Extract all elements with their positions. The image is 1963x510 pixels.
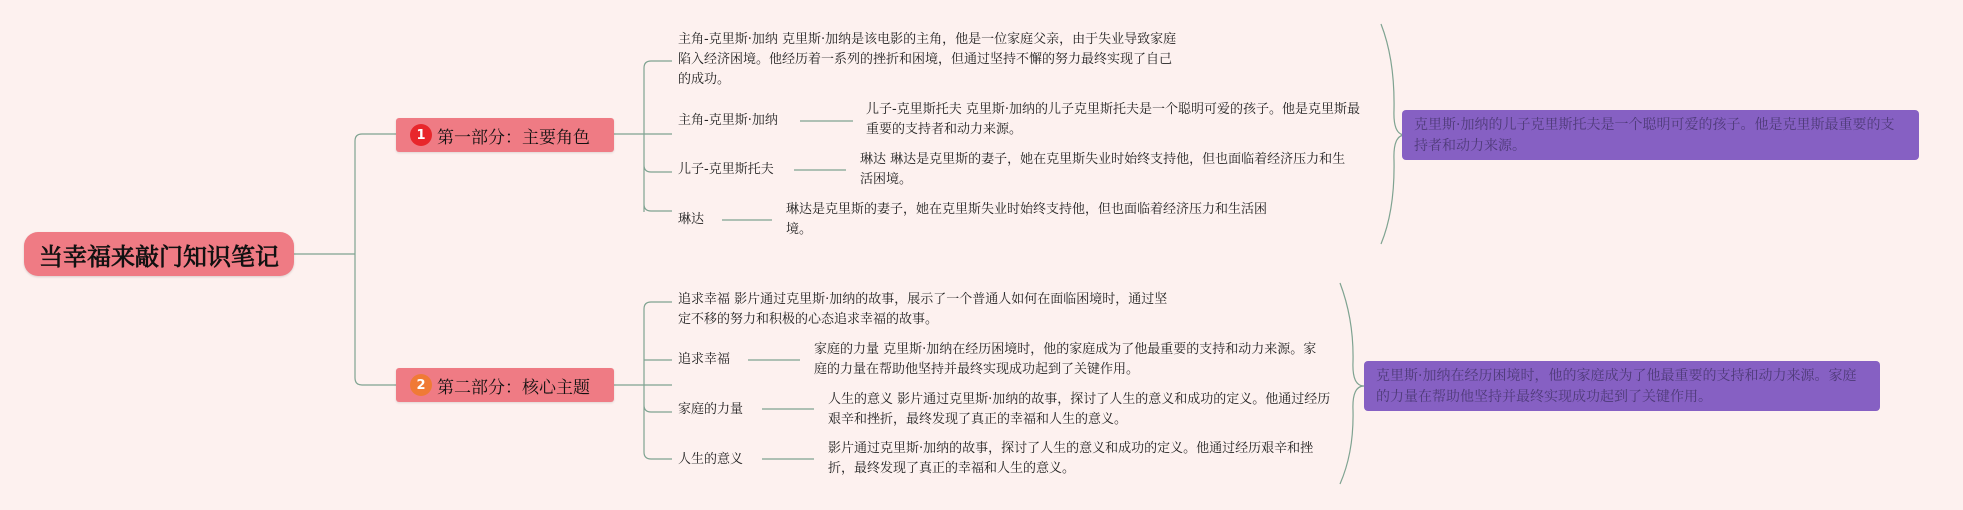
- section2-item-detail-2: 人生的意义 影片通过克里斯·加纳的故事，探讨了人生的意义和成功的定义。他通过经历艰辛和挫折，最终发现了真正的幸福和人生的意义。: [828, 392, 1331, 427]
- section1-item-detail-1: 儿子-克里斯托夫 克里斯·加纳的儿子克里斯托夫是一个聪明可爱的孩子。他是克里斯最重要的支持者和动力来源。: [866, 102, 1360, 137]
- section1-item-label-3: 琳达: [678, 212, 705, 227]
- root-node[interactable]: [24, 232, 294, 276]
- section1-item-label-2: 儿子-克里斯托夫: [678, 162, 774, 177]
- brace-2: [1340, 283, 1364, 484]
- section-title-2: 第二部分：核心主题: [437, 377, 590, 398]
- section1-connector: [614, 61, 672, 212]
- section1-item-detail-2: 琳达 琳达是克里斯的妻子，她在克里斯失业时始终支持他，但也面临着经济压力和生活困境。: [860, 152, 1346, 187]
- section2-connector: [614, 302, 672, 459]
- section2-item-label-3: 人生的意义: [678, 452, 744, 467]
- section2-item-detail-3: 影片通过克里斯·加纳的故事，探讨了人生的意义和成功的定义。他通过经历艰辛和挫折，最终发现了真正的幸福和人生的意义。: [828, 441, 1314, 476]
- section-node-2[interactable]: [396, 368, 614, 402]
- section-node-1[interactable]: [396, 118, 614, 152]
- section1-item-label-1: 主角-克里斯·加纳: [678, 113, 778, 128]
- section2-summary[interactable]: 克里斯·加纳在经历困境时，他的家庭成为了他最重要的支持和动力来源。家庭的力量在帮助他坚持并最终实现成功起到了关键作用。: [1364, 361, 1880, 411]
- section2-item-label-1: 追求幸福: [678, 352, 731, 367]
- root-connector: [294, 134, 396, 385]
- root-title: 当幸福来敲门知识笔记: [39, 242, 279, 271]
- section2-item-detail-1: 家庭的力量 克里斯·加纳在经历困境时，他的家庭成为了他最重要的支持和动力来源。家庭的力量在帮助他坚持并最终实现成功起到了关键作用。: [814, 342, 1317, 377]
- section2-item-label-2: 家庭的力量: [678, 402, 744, 417]
- section-title-1: 第一部分：主要角色: [437, 127, 590, 148]
- section1-lead-text: 主角-克里斯·加纳 克里斯·加纳是该电影的主角，他是一位家庭父亲，由于失业导致家庭陷入经济困境。他经历着一系列的挫折和困境，但通过坚持不懈的努力最终实现了自己的成功。: [678, 32, 1177, 87]
- number-badge-2: 2: [410, 374, 432, 396]
- section1-summary[interactable]: 克里斯·加纳的儿子克里斯托夫是一个聪明可爱的孩子。他是克里斯最重要的支持者和动力来源。: [1402, 110, 1919, 160]
- number-badge-1: 1: [410, 124, 432, 146]
- section2-lead-text: 追求幸福 影片通过克里斯·加纳的故事，展示了一个普通人如何在面临困境时，通过坚定不移的努力和积极的心态追求幸福的故事。: [678, 292, 1168, 327]
- section1-item-detail-3: 琳达是克里斯的妻子，她在克里斯失业时始终支持他，但也面临着经济压力和生活困境。: [786, 202, 1268, 237]
